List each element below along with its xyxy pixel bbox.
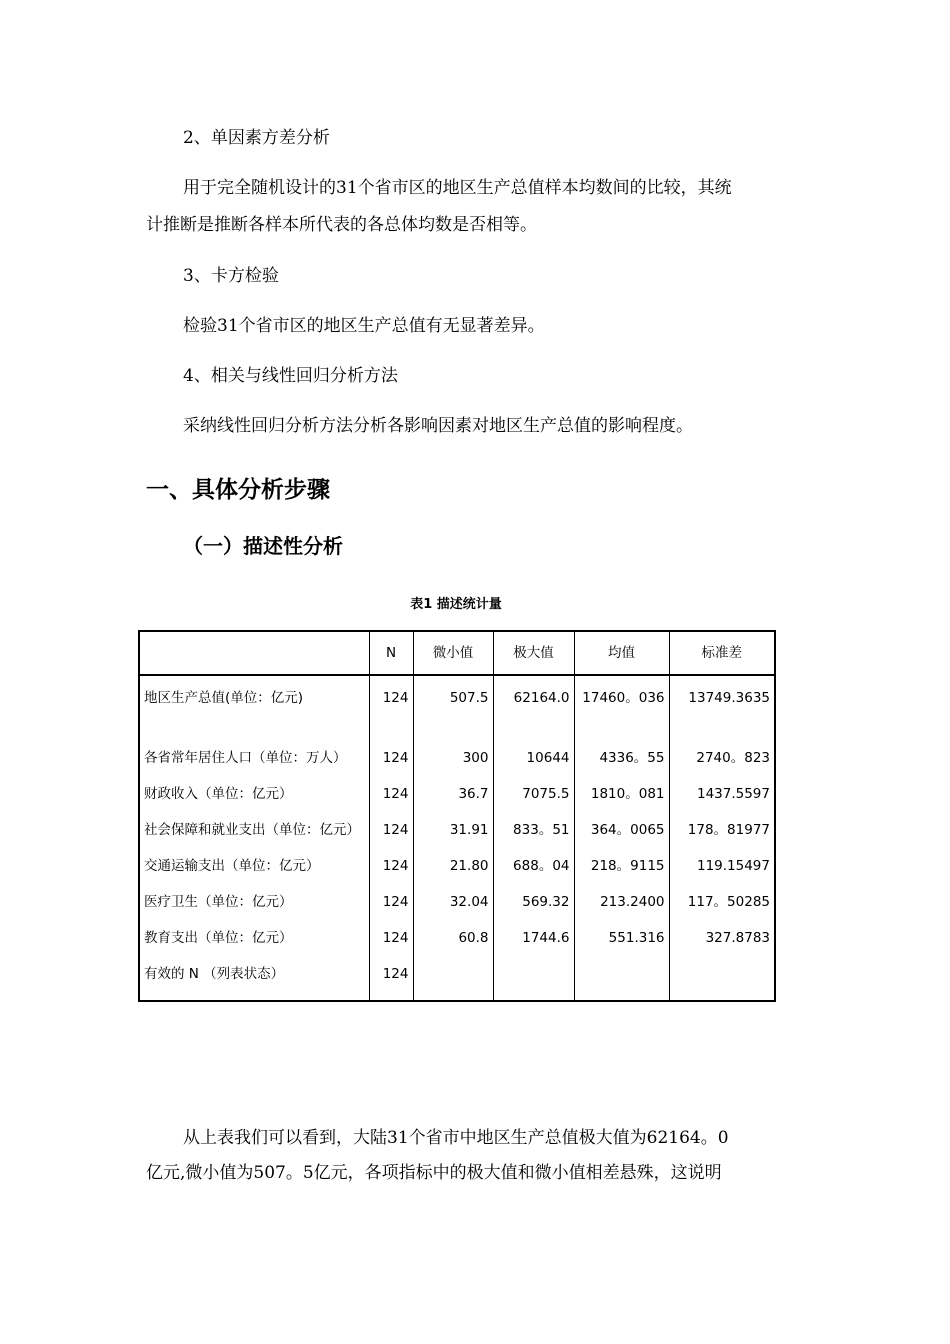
cell-std: 178。81977: [669, 812, 775, 848]
row-label: 医疗卫生（单位：亿元）: [139, 884, 369, 920]
row-label: 财政收入（单位：亿元）: [139, 776, 369, 812]
row-label: 地区生产总值(单位：亿元): [139, 675, 369, 740]
cell-mean: 4336。55: [574, 740, 669, 776]
descriptive-statistics-table: [138, 630, 776, 1002]
paragraph-section-4-title: 4、相关与线性回归分析方法: [183, 366, 398, 386]
column-header-n: N: [369, 631, 413, 675]
cell-n: 124: [369, 812, 413, 848]
row-label: 教育支出（单位：亿元）: [139, 920, 369, 956]
cell-n: 124: [369, 848, 413, 884]
cell-max: 833。51: [493, 812, 574, 848]
cell-min: 31.91: [413, 812, 493, 848]
cell-std: 117。50285: [669, 884, 775, 920]
row-label: 社会保障和就业支出（单位：亿元）: [139, 812, 369, 848]
paragraph-section-2-title: 2、单因素方差分析: [183, 128, 330, 148]
column-header-label: [139, 631, 369, 675]
cell-max: [493, 956, 574, 1001]
row-label: 有效的 N （列表状态）: [139, 956, 369, 1001]
table-row: [139, 740, 775, 776]
cell-std: 1437.5597: [669, 776, 775, 812]
table-row: [139, 884, 775, 920]
cell-max: 62164.0: [493, 675, 574, 740]
table-row: [139, 812, 775, 848]
row-label: 交通运输支出（单位：亿元）: [139, 848, 369, 884]
heading-descriptive-analysis: （一）描述性分析: [183, 534, 343, 558]
paragraph-conclusion-line-1: 从上表我们可以看到，大陆31个省市中地区生产总值极大值为62164。0: [183, 1128, 729, 1148]
cell-min: 300: [413, 740, 493, 776]
cell-min: [413, 956, 493, 1001]
table-row: [139, 776, 775, 812]
cell-max: 10644: [493, 740, 574, 776]
cell-min: 507.5: [413, 675, 493, 740]
cell-min: 36.7: [413, 776, 493, 812]
cell-min: 21.80: [413, 848, 493, 884]
cell-mean: 551.316: [574, 920, 669, 956]
paragraph-chi-square: 检验31个省市区的地区生产总值有无显著差异。: [183, 316, 545, 336]
cell-mean: 17460。036: [574, 675, 669, 740]
cell-mean: 364。0065: [574, 812, 669, 848]
cell-mean: 218。9115: [574, 848, 669, 884]
row-label: 各省常年居住人口（单位：万人）: [139, 740, 369, 776]
cell-std: [669, 956, 775, 1001]
table-row: [139, 956, 775, 1001]
cell-max: 7075.5: [493, 776, 574, 812]
cell-max: 688。04: [493, 848, 574, 884]
column-header-mean: 均值: [574, 631, 669, 675]
cell-mean: 213.2400: [574, 884, 669, 920]
cell-min: 32.04: [413, 884, 493, 920]
paragraph-regression: 采纳线性回归分析方法分析各影响因素对地区生产总值的影响程度。: [183, 416, 693, 436]
cell-n: 124: [369, 920, 413, 956]
column-header-max: 极大值: [493, 631, 574, 675]
cell-n: 124: [369, 675, 413, 740]
table-row: [139, 920, 775, 956]
cell-n: 124: [369, 884, 413, 920]
cell-mean: [574, 956, 669, 1001]
paragraph-anova-line-2: 计推断是推断各样本所代表的各总体均数是否相等。: [146, 215, 537, 235]
cell-n: 124: [369, 740, 413, 776]
paragraph-anova-line-1: 用于完全随机设计的31个省市区的地区生产总值样本均数间的比较，其统: [183, 178, 732, 198]
table-caption: 表1 描述统计量: [410, 597, 502, 612]
table-header-row: [139, 631, 775, 675]
cell-max: 1744.6: [493, 920, 574, 956]
table-row: [139, 675, 775, 740]
paragraph-section-3-title: 3、卡方检验: [183, 266, 279, 286]
heading-analysis-steps: 一、具体分析步骤: [146, 477, 330, 503]
cell-std: 119.15497: [669, 848, 775, 884]
cell-mean: 1810。081: [574, 776, 669, 812]
cell-n: 124: [369, 956, 413, 1001]
column-header-min: 微小值: [413, 631, 493, 675]
cell-max: 569.32: [493, 884, 574, 920]
column-header-std: 标准差: [669, 631, 775, 675]
cell-n: 124: [369, 776, 413, 812]
cell-std: 2740。823: [669, 740, 775, 776]
cell-std: 327.8783: [669, 920, 775, 956]
table-row: [139, 848, 775, 884]
cell-min: 60.8: [413, 920, 493, 956]
paragraph-conclusion-line-2: 亿元,微小值为507。5亿元，各项指标中的极大值和微小值相差悬殊，这说明: [146, 1163, 722, 1183]
cell-std: 13749.3635: [669, 675, 775, 740]
